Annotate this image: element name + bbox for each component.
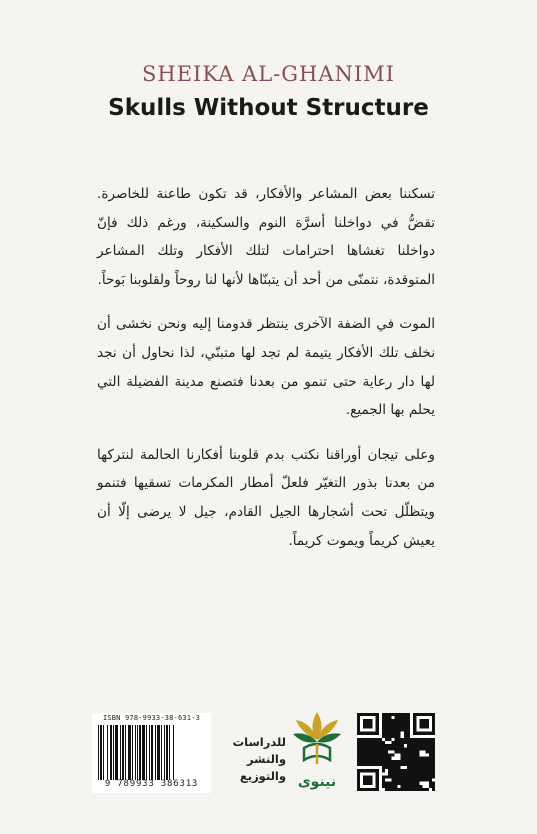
isbn-label: ISBN 978-9933-38-631-3 — [102, 714, 201, 722]
publisher-line-1: للدراسات — [232, 735, 286, 749]
blurb-paragraph-2: الموت في الضفة الآخرى ينتظر قدومنا إليه ونحن نخشى أن نخلف تلك الأفكار يتيمة لم تجد لها متبنّي، لذا نحاول أن نجد لها دار رعاية حتى تنمو من بعدنا فتصنع مدينة الفضيلة التي يحلم بها الجميع. — [97, 316, 435, 419]
ean-digits: 9 789933 386313 — [104, 779, 199, 789]
blurb — [97, 180, 435, 571]
blurb-paragraph-3: وعلى تيجان أوراقنا نكتب بدم قلوبنا أفكارنا الحالمة لنتركها من بعدنا بذور التغيّر فلعلّ أمطار المكرمات تسقيها فتنمو ويتظلّل تحت أشجارها الجيل القادم، جيل لا يرضى إلّا أن يعيش كريماً ويموت كريماً. — [97, 446, 435, 549]
publisher-line-2: والنشر — [247, 752, 286, 766]
ninawa-lotus-logo-icon — [290, 708, 344, 794]
barcode-icon — [96, 725, 207, 780]
book-title: Skulls Without Structure — [108, 95, 429, 121]
publisher-name — [228, 734, 286, 785]
qr-code-icon — [357, 713, 435, 791]
author-name: SHEIKA AL-GHANIMI — [142, 62, 395, 86]
publisher-logo-word: نينوى — [297, 774, 337, 790]
publisher-line-3: والتوزيع — [239, 769, 286, 783]
publisher-block — [228, 708, 348, 796]
isbn-barcode — [92, 713, 211, 793]
blurb-paragraph-1: تسكننا بعض المشاعر والأفكار، قد تكون طاعنة للخاصرة. تقضُّ في دواخلنا أسرَّة النوم والسكينة، ورغم ذلك فإنّ دواخلنا تغشاها احترامات لتلك الأفكار وتلك المشاعر المتوقدة، نتمنّى من أحد أن يتبنّاها لأنها لنا روحاً ولقلوبنا بَوحاً. — [97, 186, 435, 288]
